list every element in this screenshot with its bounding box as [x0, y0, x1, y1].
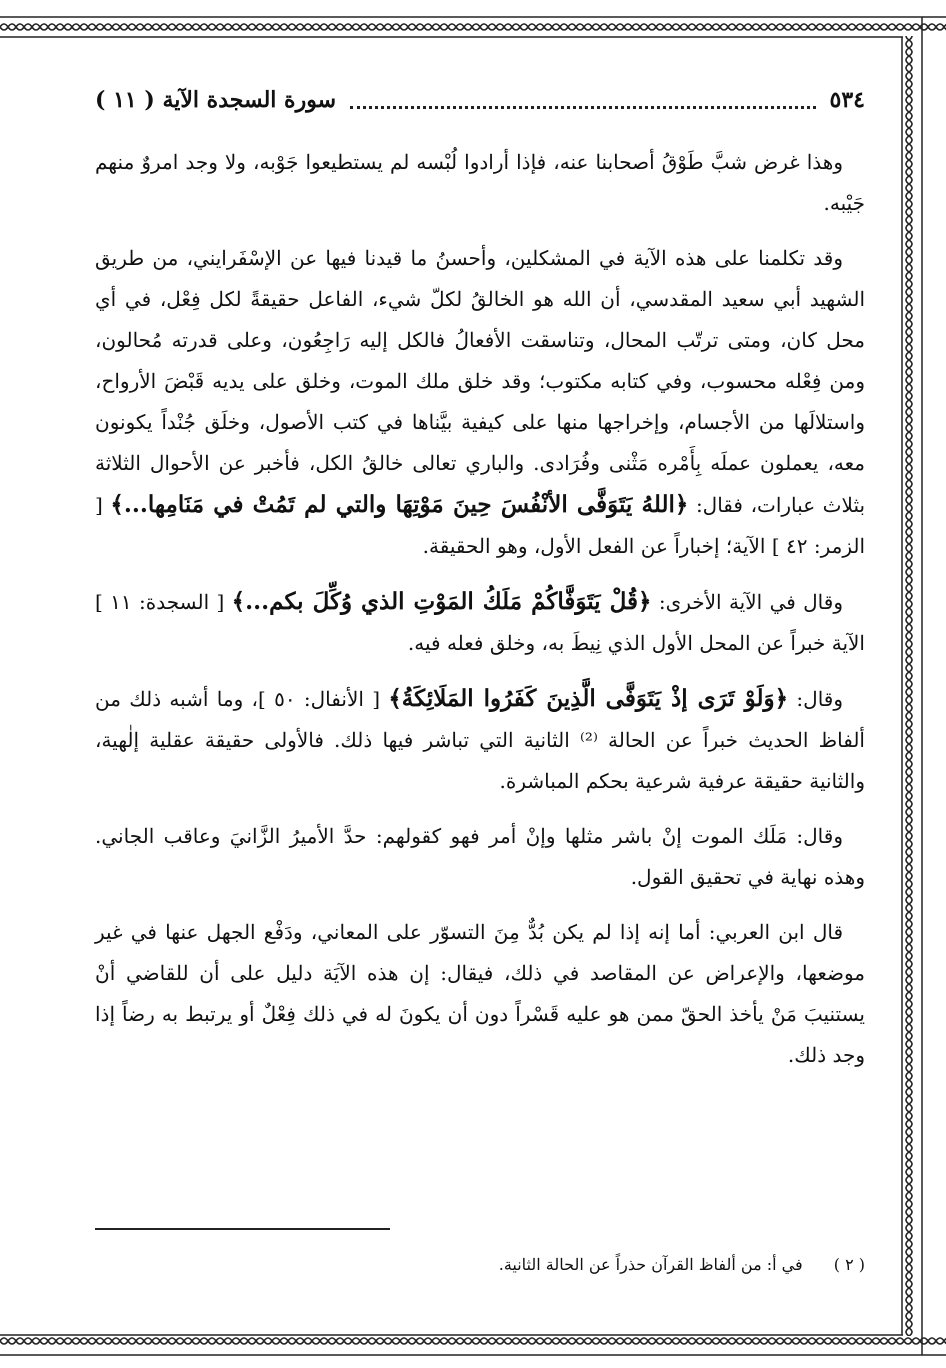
paragraph-6: قال ابن العربي: أما إنه إذا لم يكن بُدٌّ مِنَ التسوّر على المعاني، ودَفْع الجهل عنها في غير موضعها، والإعراض عن المقاصد في ذلك، فيقال: إن هذه الآيَة دليل على أن للقاضي أنْ يستنيبَ مَنْ يأخذ الحقّ ممن هو عليه قَسْراً دون أن يكونَ له في ذلك فِعْلٌ أو يرتبط به رضاً إذا وجد ذلك.	[95, 920, 865, 1067]
footnote-text: في أ: من ألفاظ القرآن حذراً عن الحالة الثانية.	[498, 1255, 803, 1274]
header-dot-leader	[350, 92, 816, 109]
paragraph-5: وقال: مَلَك الموت إنْ باشر مثلها وإنْ أمر فهو كقولهم: حدَّ الأميرُ الزَّانيَ وعاقب الجاني. وهذه نهاية في تحقيق القول.	[95, 824, 865, 889]
paragraph-3	[95, 581, 865, 664]
quote-1-intro: فقال:	[695, 493, 743, 517]
paragraph-2	[95, 238, 865, 567]
footnote	[499, 1255, 865, 1274]
paragraph-4	[95, 678, 865, 802]
paragraph-1: وهذا غرض شبَّ طَوْقُ أصحابنا عنه، فإذا أرادوا لُبْسه لم يستطيعوا جَوْبه، ولا وجد امروٌ منهم جَيْبه.	[95, 150, 865, 215]
footnote-separator	[95, 1228, 390, 1230]
paragraph-2-end: ٤٢ ] الآية؛ إخباراً عن الفعل الأول، وهو الحقيقة.	[422, 534, 808, 558]
running-header	[95, 80, 865, 120]
quote-3-reference: [ الأنفال: ٥٠ ]، وما	[216, 687, 381, 711]
quran-quote-2: ﴿قُلْ يَتَوَفَّاكُمْ مَلَكُ المَوْتِ الذي وُكِّلَ بكم...﴾	[231, 588, 652, 615]
quote-3-intro: وقال:	[796, 687, 844, 711]
paragraph-4-text: أشبه ذلك من ألفاظ الحديث خبراً عن الحالة ⁽²⁾ الثانية التي تباشر فيها ذلك. فالأولى حقيقة عقلية إلٰهية، والثانية حقيقة عرفية شرعية بحكم المباشرة.	[95, 687, 865, 793]
quote-2-intro: وقال في الآية الأخرى:	[658, 590, 843, 614]
chapter-title: سورة السجدة الآية ( ١١ )	[95, 87, 337, 113]
footnote-number: ( ٢ )	[833, 1255, 865, 1274]
quran-quote-1: ﴿اللهُ يَتَوَفَّى الأنْفُسَ حِينَ مَوْتِهَا والتي لم تَمُتْ في مَنَامِها...﴾	[110, 491, 689, 518]
page-number: ٥٣٤	[829, 87, 865, 113]
quran-quote-3: ﴿وَلَوْ تَرَى إذْ يَتَوَفَّى الَّذِينَ كَفَرُوا المَلَائِكَةُ﴾	[388, 685, 789, 712]
paragraph-2-text: وقد تكلمنا على هذه الآية في المشكلين، وأحسنُ ما قيدنا فيها عن الإسْفَرايني، من طريق الشهيد أبي سعيد المقدسي، أن الله هو الخالقُ لكلّ شيء، الفاعل حقيقةً لكل فِعْل، في أي محل كان، ومتى ترتّب المحال، وتناسقت الأفعالُ فالكل إليه رَاجِعُون، وعلى قدرته مُحالون، ومن فِعْله محسوب، وفي كتابه مكتوب؛ وقد خلق ملك الموت، وخلق على يديه قَبْضَ الأرواح، واستلالَها من الأجسام، وإخراجها منها على كيفية بيَّناها في كتب الأصول، وخلَق جُنْداً يكونون معه، يعملون عملَه بِأَمْره مَثْنى وفُرَادى. والباري تعالى خالقُ الكل، فأخبر عن الأحوال الثلاثة بثلاث عبارات،	[95, 246, 866, 517]
page-content	[95, 80, 865, 1300]
main-text	[95, 142, 865, 1076]
paragraph-3-text: [ السجدة: ١١ ] الآية خبراً عن المحل الأول الذي نِيطَ به، وخلق فعله فيه.	[95, 590, 865, 655]
quote-1-reference: [ الزمر:	[95, 493, 865, 558]
